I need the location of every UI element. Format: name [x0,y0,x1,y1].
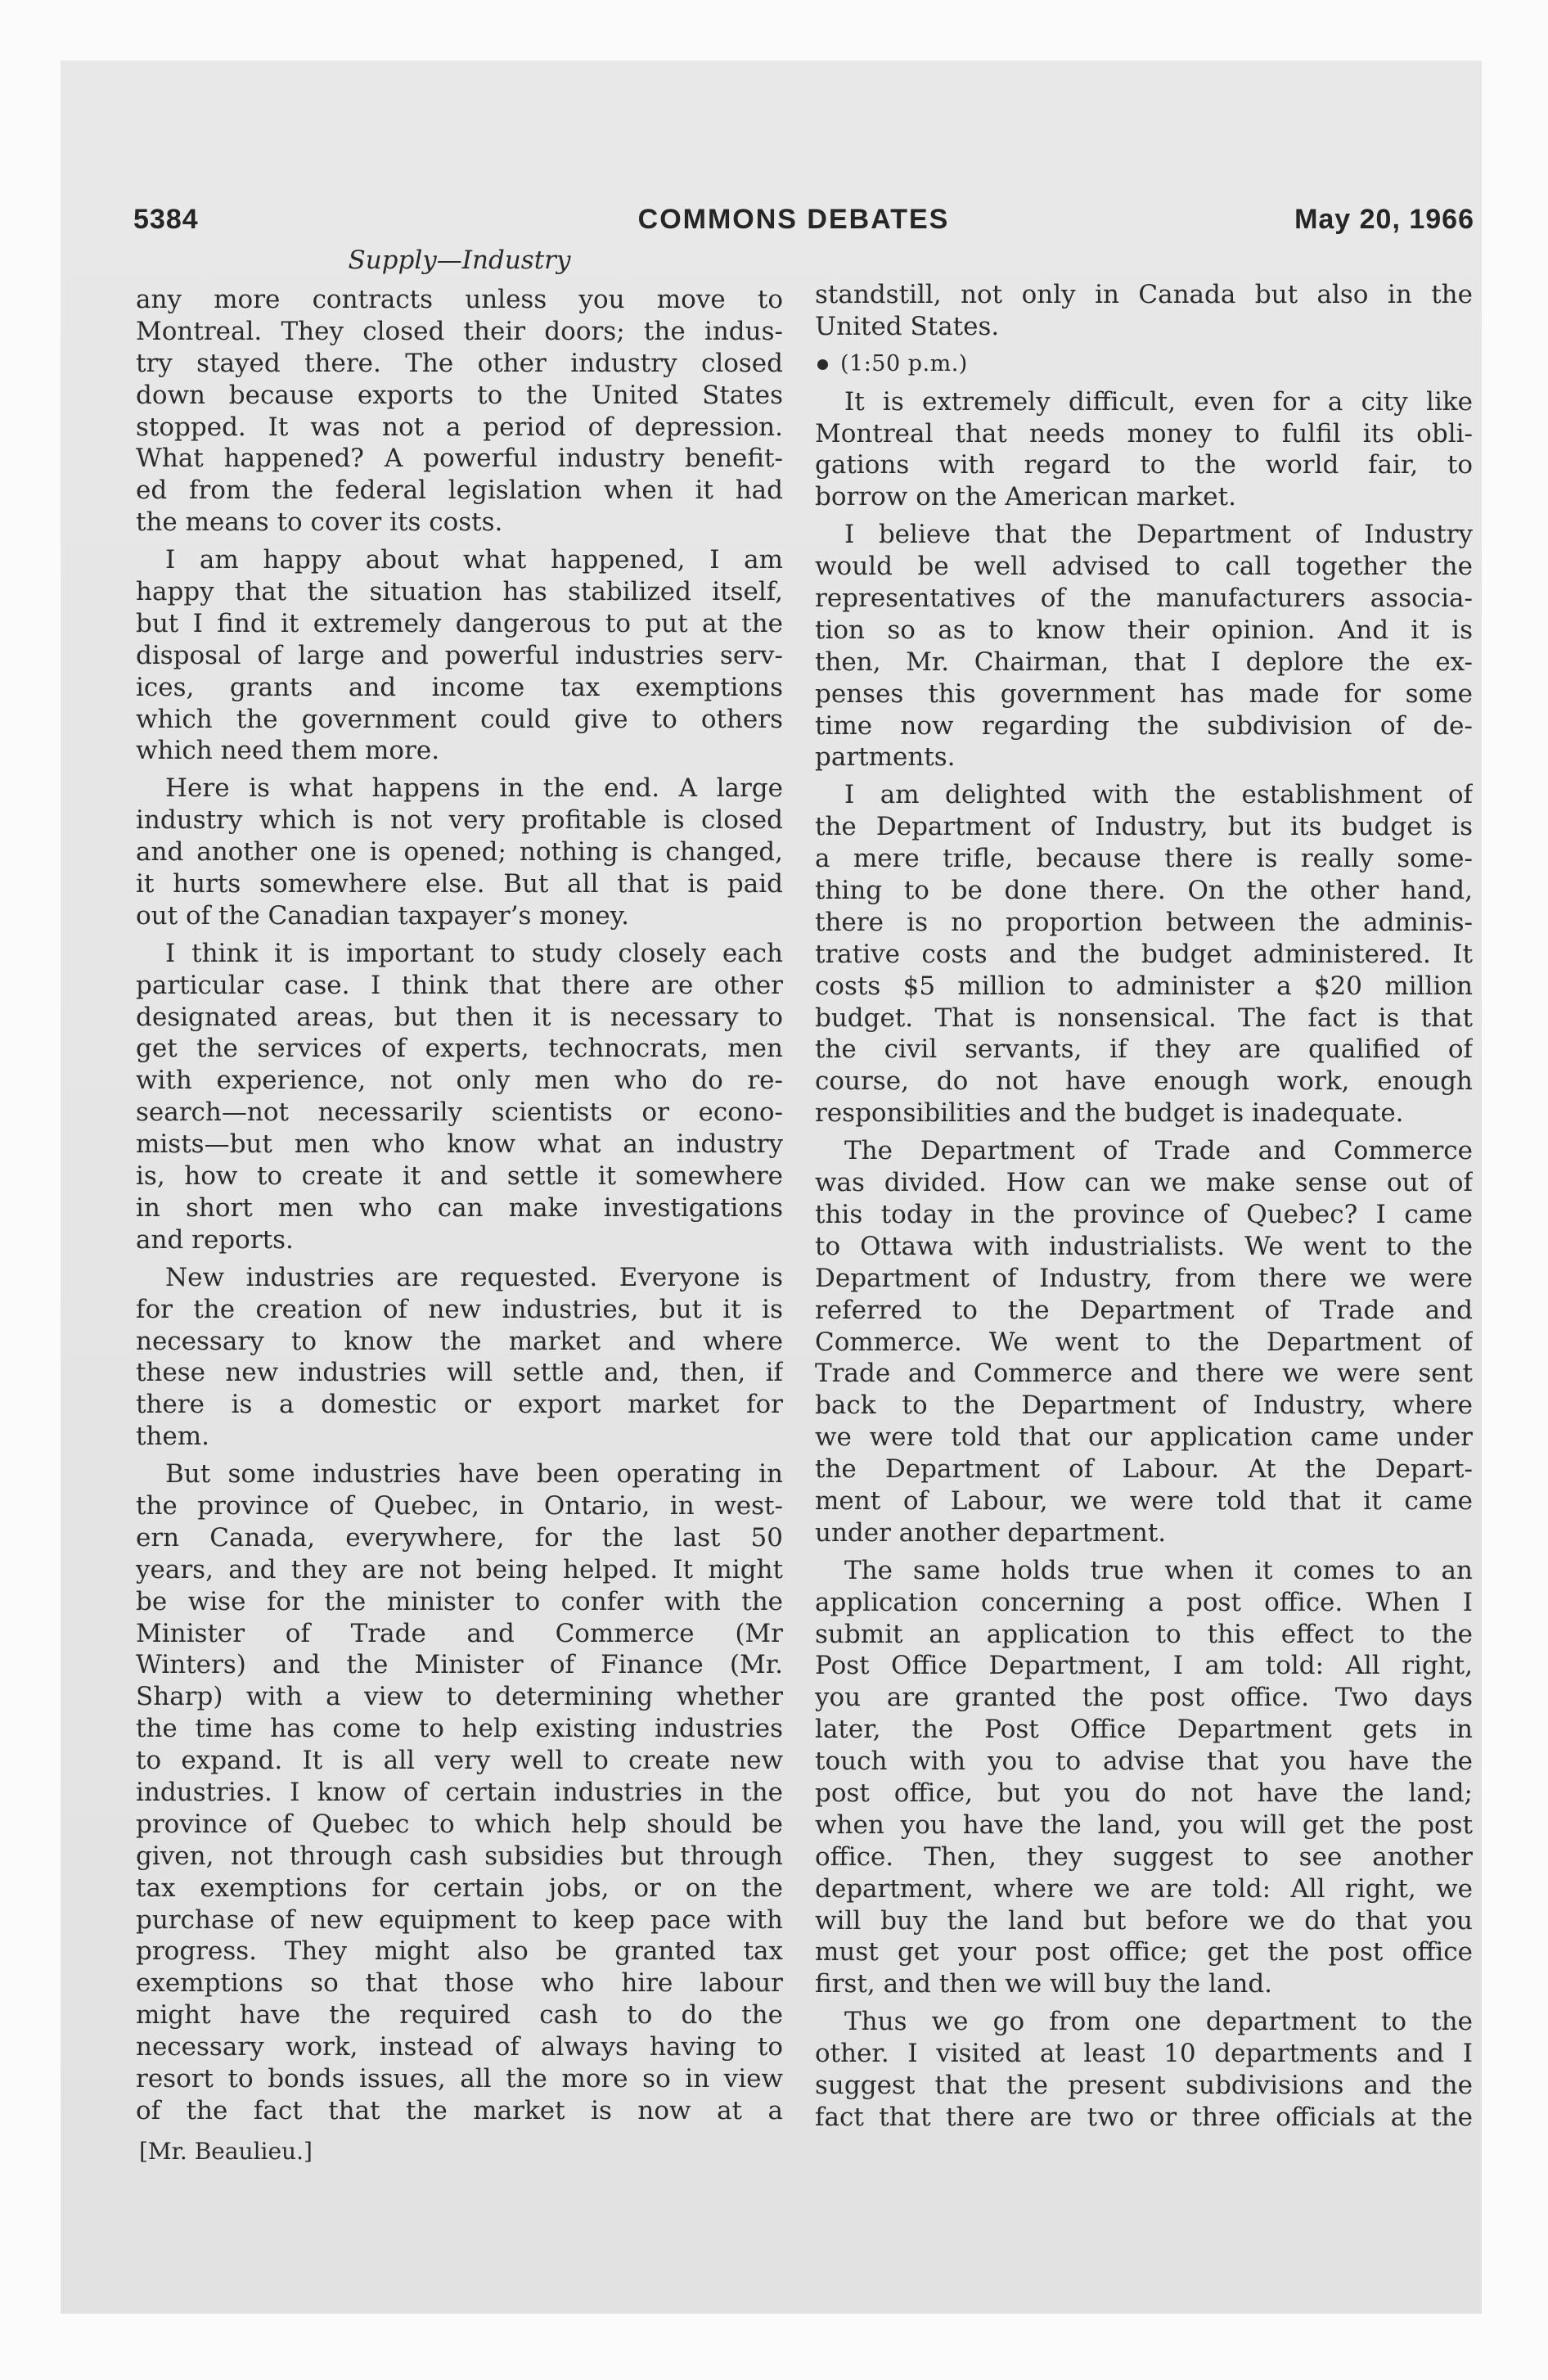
text-line: then, Mr. Chairman, that I deplore the ex- [815,647,1473,677]
text-line: mists—but men who know what an industry [136,1129,783,1160]
section-heading: Supply—Industry [348,246,571,275]
text-line: responsibilities and the budget is inadequate. [815,1098,1404,1129]
text-line: ment of Labour, we were told that it came [815,1485,1473,1516]
text-line: Montreal that needs money to fulfil its obli- [815,418,1473,449]
text-line: given, not through cash subsidies but through [136,1841,783,1871]
text-line: in short men who can make investigations [136,1192,783,1223]
text-line: happy that the situation has stabilized itself, [136,577,783,607]
text-line: them. [136,1422,210,1452]
text-line: costs $5 million to administer a $20 million [815,971,1473,1001]
publication-title: COMMONS DEBATES [637,204,950,235]
text-line: there is a domestic or export market for [136,1390,783,1420]
text-line: might have the required cash to do the [136,2000,783,2031]
text-line: which need them more. [136,736,440,766]
text-line: to Ottawa with industrialists. We went to the [815,1231,1473,1261]
paragraph [815,386,1473,514]
text-line: with experience, not only men who do re- [136,1066,783,1096]
text-line: under another department. [815,1517,1167,1548]
paragraph [136,1458,783,2127]
text-line: the civil servants, if they are qualified of [815,1034,1473,1065]
text-line: try stayed there. The other industry closed [136,348,783,378]
text-line: would be well advised to call together the [815,552,1473,582]
right-column [815,279,1473,2134]
text-line: The Department of Trade and Commerce [844,1136,1473,1166]
time-marker [815,349,1473,381]
text-line: gations with regard to the world fair, to [815,450,1473,480]
text-line: exemptions so that those who hire labour [136,1968,783,1999]
text-line: application concerning a post office. When I [815,1587,1473,1617]
bullet-icon [817,359,828,370]
text-line: the means to cover its costs. [136,507,503,538]
text-line: designated areas, but then it is necessary to [136,1002,783,1032]
text-line: New industries are requested. Everyone is [165,1262,783,1292]
text-line: referred to the Department of Trade and [815,1295,1473,1325]
text-line: the time has come to help existing industries [136,1714,783,1744]
text-line: must get your post office; get the post office [815,1937,1473,1968]
text-line: of the fact that the market is now at a [136,2095,783,2125]
text-line: first, and then we will buy the land. [815,1969,1273,1999]
text-line: touch with you to advise that you have the [815,1747,1473,1777]
text-line: penses this government has made for some [815,678,1473,709]
text-line: Sharp) with a view to determining whether [136,1682,783,1712]
text-line: Thus we go from one department to the [844,2007,1473,2037]
text-line: It is extremely difficult, even for a city like [844,386,1473,417]
text-line: United States. [815,311,1000,341]
text-line: borrow on the American market. [815,482,1236,512]
paragraph [136,544,783,767]
paragraph [136,773,783,931]
text-line: there is no proportion between the adminis- [815,907,1473,937]
text-line: Winters) and the Minister of Finance (Mr. [136,1650,783,1680]
text-line: be wise for the minister to confer with the [136,1586,783,1616]
text-line: post office, but you do not have the land; [815,1778,1473,1808]
text-line: Commerce. We went to the Department of [815,1327,1473,1357]
text-line: stopped. It was not a period of depression. [136,412,783,442]
text-line: tion so as to know their opinion. And it is [815,615,1473,645]
left-column [136,284,783,2127]
paragraph [815,2006,1473,2134]
paragraph [815,519,1473,773]
text-line: necessary work, instead of always having to [136,2032,783,2062]
text-line: progress. They might also be granted tax [136,1936,783,1967]
text-line: Montreal. They closed their doors; the indus- [136,316,783,346]
paragraph [815,779,1473,1129]
text-line: this today in the province of Quebec? I came [815,1199,1473,1229]
text-line: purchase of new equipment to keep pace with [136,1904,783,1935]
text-line: particular case. I think that there are other [136,970,783,1000]
paragraph [136,938,783,1256]
text-line: Here is what happens in the end. A large [165,773,783,804]
text-line: for the creation of new industries, but it is [136,1294,783,1324]
text-line: budget. That is nonsensical. The fact is that [815,1003,1473,1033]
text-line: representatives of the manufacturers associa- [815,584,1473,614]
text-line: Department of Industry, from there we were [815,1263,1473,1293]
text-line: office. Then, they suggest to see another [815,1841,1473,1872]
text-line: search—not necessarily scientists or econo- [136,1098,783,1128]
continued-paragraph [136,284,783,539]
text-line: What happened? A powerful industry benefit- [136,444,783,474]
text-line: other. I visited at least 10 departments and I [815,2039,1473,2069]
text-line: years, and they are not being helped. It might [136,1554,783,1584]
text-line: industry which is not very profitable is closed [136,805,783,836]
text-line: standstill, not only in Canada but also in the [815,280,1473,309]
text-line: down because exports to the United States [136,380,783,410]
text-line: submit an application to this effect to the [815,1619,1473,1649]
text-line: the Department of Industry, but its budget is [815,812,1473,842]
text-line: to expand. It is all very well to create new [136,1746,783,1776]
text-line: Post Office Department, I am told: All right, [815,1651,1473,1681]
paragraph [136,1262,783,1453]
text-line: partments. [815,742,956,773]
text-line: and reports. [136,1224,294,1255]
time-marker-text: (1:50 p.m.) [840,350,968,376]
text-line: The same holds true when it comes to an [844,1555,1473,1585]
text-line: I think it is important to study closely each [165,938,783,968]
text-line: tax exemptions for certain jobs, or on the [136,1873,783,1903]
text-line: necessary to know the market and where [136,1326,783,1356]
text-line: suggest that the present subdivisions and the [815,2070,1473,2100]
text-line: I am delighted with the establishment of [844,780,1473,810]
text-line: department, where we are told: All right, we [815,1873,1473,1904]
text-line: later, the Post Office Department gets in [815,1715,1473,1745]
text-line: back to the Department of Industry, where [815,1391,1473,1421]
text-line: will buy the land but before we do that you [815,1905,1473,1936]
text-line: these new industries will settle and, then, if [136,1358,783,1388]
text-line: and another one is opened; nothing is changed, [136,837,783,868]
text-line: course, do not have enough work, enough [815,1066,1473,1097]
text-line: disposal of large and powerful industries serv- [136,640,783,670]
text-line: was divided. How can we make sense out of [815,1168,1473,1198]
text-line: time now regarding the subdivision of de- [815,710,1473,741]
text-line: fact that there are two or three officials at the [815,2102,1473,2132]
text-line: it hurts somewhere else. But all that is paid [136,869,783,899]
text-line: resort to bonds issues, all the more so in view [136,2063,783,2094]
text-line: province of Quebec to which help should be [136,1809,783,1839]
text-line: get the services of experts, technocrats, men [136,1034,783,1064]
paragraph [815,1135,1473,1549]
text-line: I am happy about what happened, I am [165,545,783,575]
text-line: thing to be done there. On the other hand, [815,876,1473,906]
speaker-attribution: [Mr. Beaulieu.] [139,2138,313,2165]
paragraph [815,1555,1473,2000]
text-line: any more contracts unless you move to [136,285,783,314]
text-line: you are granted the post office. Two days [815,1683,1473,1713]
text-line: is, how to create it and settle it somewhere [136,1161,783,1192]
text-line: the Department of Labour. At the Depart- [815,1454,1473,1485]
text-line: ices, grants and income tax exemptions [136,672,783,702]
text-line: Minister of Trade and Commerce (Mr [136,1618,783,1648]
text-line: Trade and Commerce and there we were sent [815,1359,1473,1389]
text-line: ed from the federal legislation when it had [136,476,783,506]
text-line: ern Canada, everywhere, for the last 50 [136,1522,783,1553]
text-line: when you have the land, you will get the post [815,1810,1473,1840]
text-line: which the government could give to others [136,704,783,734]
page-number: 5384 [133,204,199,235]
text-line: out of the Canadian taxpayer’s money. [136,900,629,931]
text-line: industries. I know of certain industries in the [136,1777,783,1807]
text-line: we were told that our application came under [815,1422,1473,1453]
text-line: the province of Quebec, in Ontario, in west- [136,1490,783,1521]
text-line: a mere trifle, because there is really some- [815,844,1473,874]
text-line: trative costs and the budget administered. It [815,939,1473,969]
text-line: But some industries have been operating in [165,1459,783,1490]
continued-paragraph [815,279,1473,343]
page-date: May 20, 1966 [1294,204,1474,235]
text-line: but I find it extremely dangerous to put at the [136,608,783,638]
text-line: I believe that the Department of Industry [844,520,1473,550]
